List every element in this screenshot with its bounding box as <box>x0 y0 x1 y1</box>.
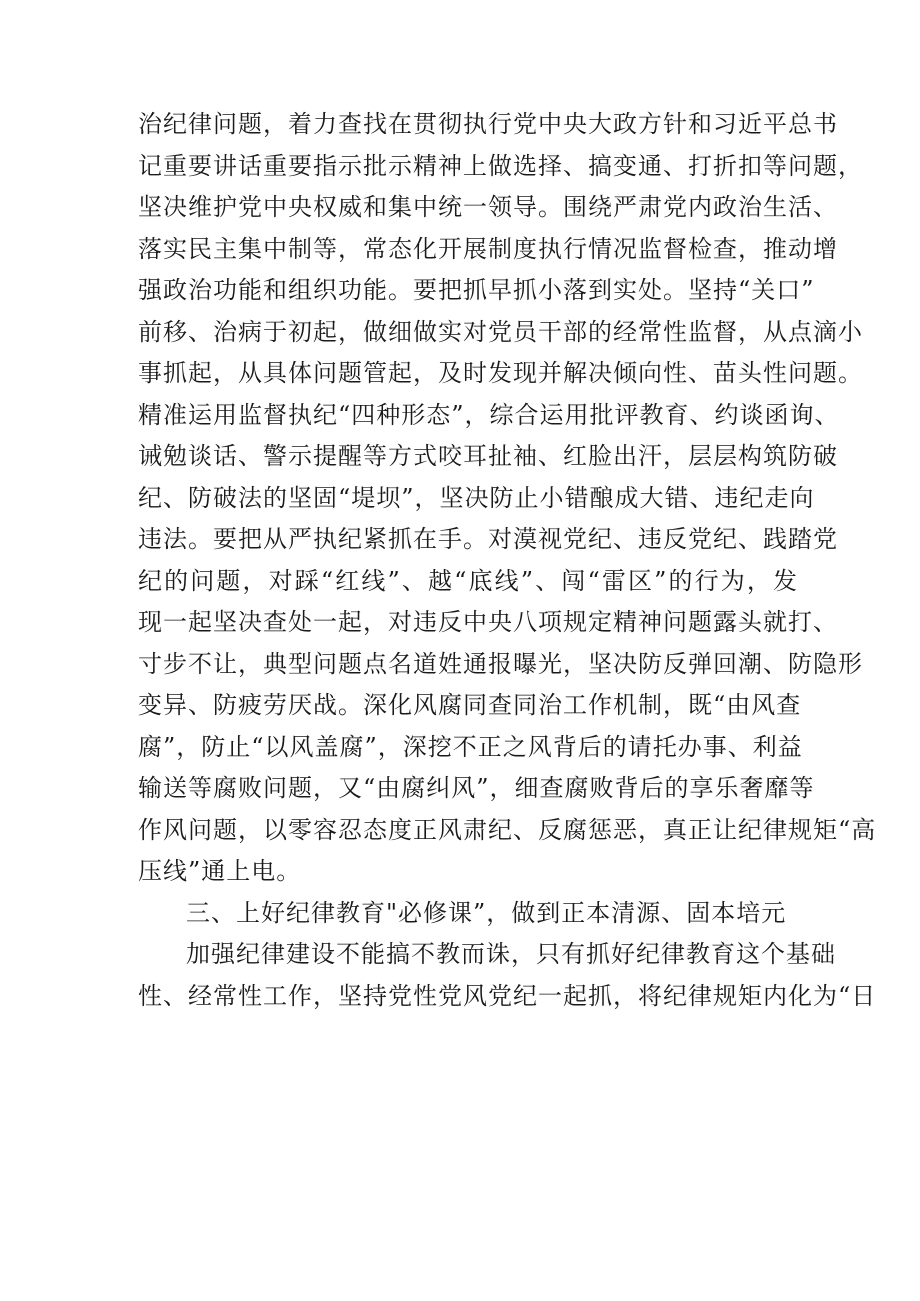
body-line: 治纪律问题，着力查找在贯彻执行党中央大政方针和习近平总书 <box>138 110 838 138</box>
body-line: 性、经常性工作，坚持党性党风党纪一起抓，将纪律规矩内化为“日 <box>138 981 877 1010</box>
body-line: 精准运用监督执纪“四种形态”，综合运用批评教育、约谈函询、 <box>138 400 840 429</box>
body-line: 强政治功能和组织功能。要把抓早抓小落到实处。坚持“关口” <box>138 276 815 304</box>
body-line: 腐”，防止“以风盖腐”，深挖不正之风背后的请托办事、利益 <box>138 732 803 761</box>
body-line: 纪的问题，对踩“红线”、越“底线”、闯“雷区”的行为，发 <box>138 566 798 595</box>
document-body <box>138 104 877 1017</box>
body-line: 诫勉谈话、警示提醒等方式咬耳扯袖、红脸出汗，层层构筑防破 <box>138 442 838 470</box>
body-line: 变异、防疲劳厌战。深化风腐同查同治工作机制，既“由风查 <box>138 691 802 719</box>
paragraph-first-line: 加强纪律建设不能搞不教而诛，只有抓好纪律教育这个基础 <box>186 940 836 968</box>
body-line: 输送等腐败问题，又“由腐纠风”，细查腐败背后的享乐奢靡等 <box>138 774 815 802</box>
paragraph-end-line: 压线”通上电。 <box>138 857 302 885</box>
body-line: 现一起坚决查处一起，对违反中央八项规定精神问题露头就打、 <box>138 608 838 636</box>
body-line: 前移、治病于初起，做细做实对党员干部的经常性监督，从点滴小 <box>138 317 863 346</box>
body-line: 坚决维护党中央权威和集中统一领导。围绕严肃党内政治生活、 <box>138 193 838 221</box>
body-line: 落实民主集中制等，常态化开展制度执行情况监督检查，推动增 <box>138 234 838 263</box>
body-line: 违法。要把从严执纪紧抓在手。对漠视党纪、违反党纪、践踏党 <box>138 525 838 553</box>
body-line: 寸步不让，典型问题点名道姓通报曝光，坚决防反弹回潮、防隐形 <box>138 649 863 678</box>
body-line: 事抓起，从具体问题管起，及时发现并解决倾向性、苗头性问题。 <box>138 359 863 387</box>
body-line: 纪、防破法的坚固“堤坝”，坚决防止小错酿成大错、违纪走向 <box>138 483 815 512</box>
body-line: 作风问题，以零容忍态度正风肃纪、反腐惩恶，真正让纪律规矩“高 <box>138 815 877 844</box>
body-line: 记重要讲话重要指示批示精神上做选择、搞变通、打折扣等问题， <box>138 151 863 180</box>
section-heading: 三、上好纪律教育"必修课”，做到正本清源、固本培元 <box>186 898 787 927</box>
